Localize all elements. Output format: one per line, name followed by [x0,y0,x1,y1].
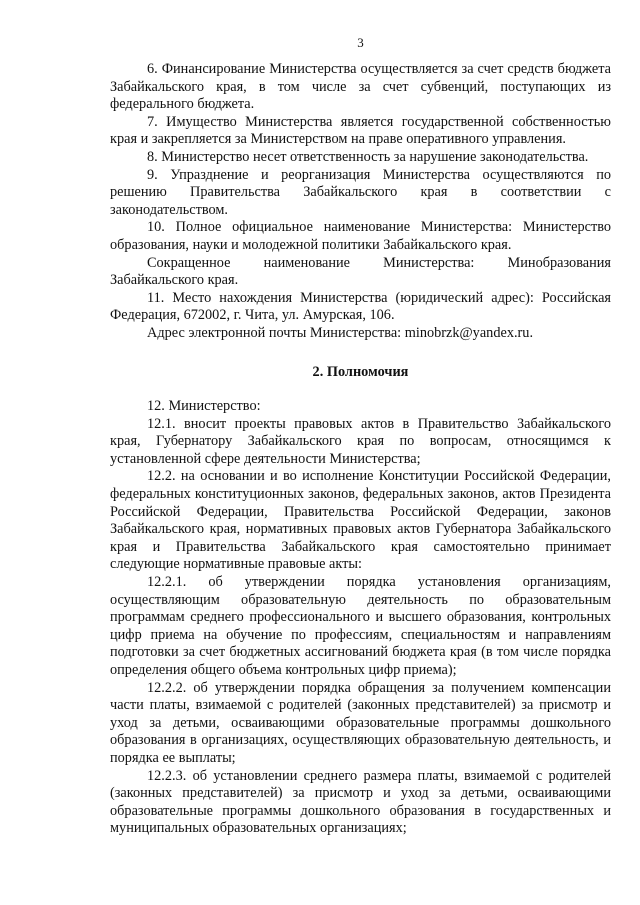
paragraph-9-reorganization: 9. Упразднение и реорганизация Министерства осуществляются по решению Правительства Забайкальского края в соответствии с законодательством. [110,166,611,218]
paragraph-12-2: 12.2. на основании и во исполнение Конституции Российской Федерации, федеральных конституционных законов, федеральных законов, актов Президента Российской Федерации, Правительства Российской Федерации, законов Забайкальского края, нормативных правовых актов Губернатора Забайкальского края и Правительства Забайкальского края самостоятельно принимает следующие нормативные правовые акты: [110,468,611,573]
paragraph-11-address: 11. Место нахождения Министерства (юридический адрес): Российская Федерация, 672002, г. Чита, ул. Амурская, 106. [110,289,611,324]
paragraph-12-1: 12.1. вносит проекты правовых актов в Правительство Забайкальского края, Губернатору Забайкальского края по вопросам, относящимся к установленной сфере деятельности Министерства; [110,415,611,467]
paragraph-8-responsibility: 8. Министерство несет ответственность за нарушение законодательства. [147,148,589,165]
paragraph-10-full-name: 10. Полное официальное наименование Министерства: Министерство образования, науки и молодежной политики Забайкальского края. [110,219,611,253]
paragraph-short-name: Сокращенное наименование Министерства: Минобразования Забайкальского края. [110,254,611,289]
paragraph-email: Адрес электронной почты Министерства: minobrzk@yandex.ru. [147,324,534,341]
document-page [110,34,611,838]
paragraph-12-ministry: 12. Министерство: [147,398,261,415]
paragraph-12-2-1: 12.2.1. об утверждении порядка установления организациям, осуществляющим образовательную деятельность по образовательным программам среднего профессионального и высшего образования, контрольных цифр приема на обучение по профессиям, специальностям и направлениям подготовки за счет бюджетных ассигнований бюджета края (в том числе порядка определения общего объема контрольных цифр приема); [110,574,611,678]
paragraph-6-financing: 6. Финансирование Министерства осуществляется за счет средств бюджета Забайкальского края, в том числе за счет субвенций, поступающих из федерального бюджета. [110,61,611,113]
page-number: 3 [357,35,364,50]
section-heading-powers: 2. Полномочия [312,363,409,380]
paragraph-12-2-3: 12.2.3. об установлении среднего размера платы, взимаемой с родителей (законных представителей) за присмотр и уход за детьми, осваивающими образовательные программы дошкольного образования в государственных и муниципальных образовательных организациях; [110,767,611,837]
paragraph-7-property: 7. Имущество Министерства является государственной собственностью края и закрепляется за Министерством на праве оперативного управления. [110,113,611,148]
paragraph-12-2-2: 12.2.2. об утверждении порядка обращения за получением компенсации части платы, взимаемой с родителей (законных представителей) за присмотр и уход за детьми, осваивающими образовательные программы дошкольного образования в организациях, осуществляющих образовательную деятельность, и порядка ее выплаты; [110,679,611,766]
